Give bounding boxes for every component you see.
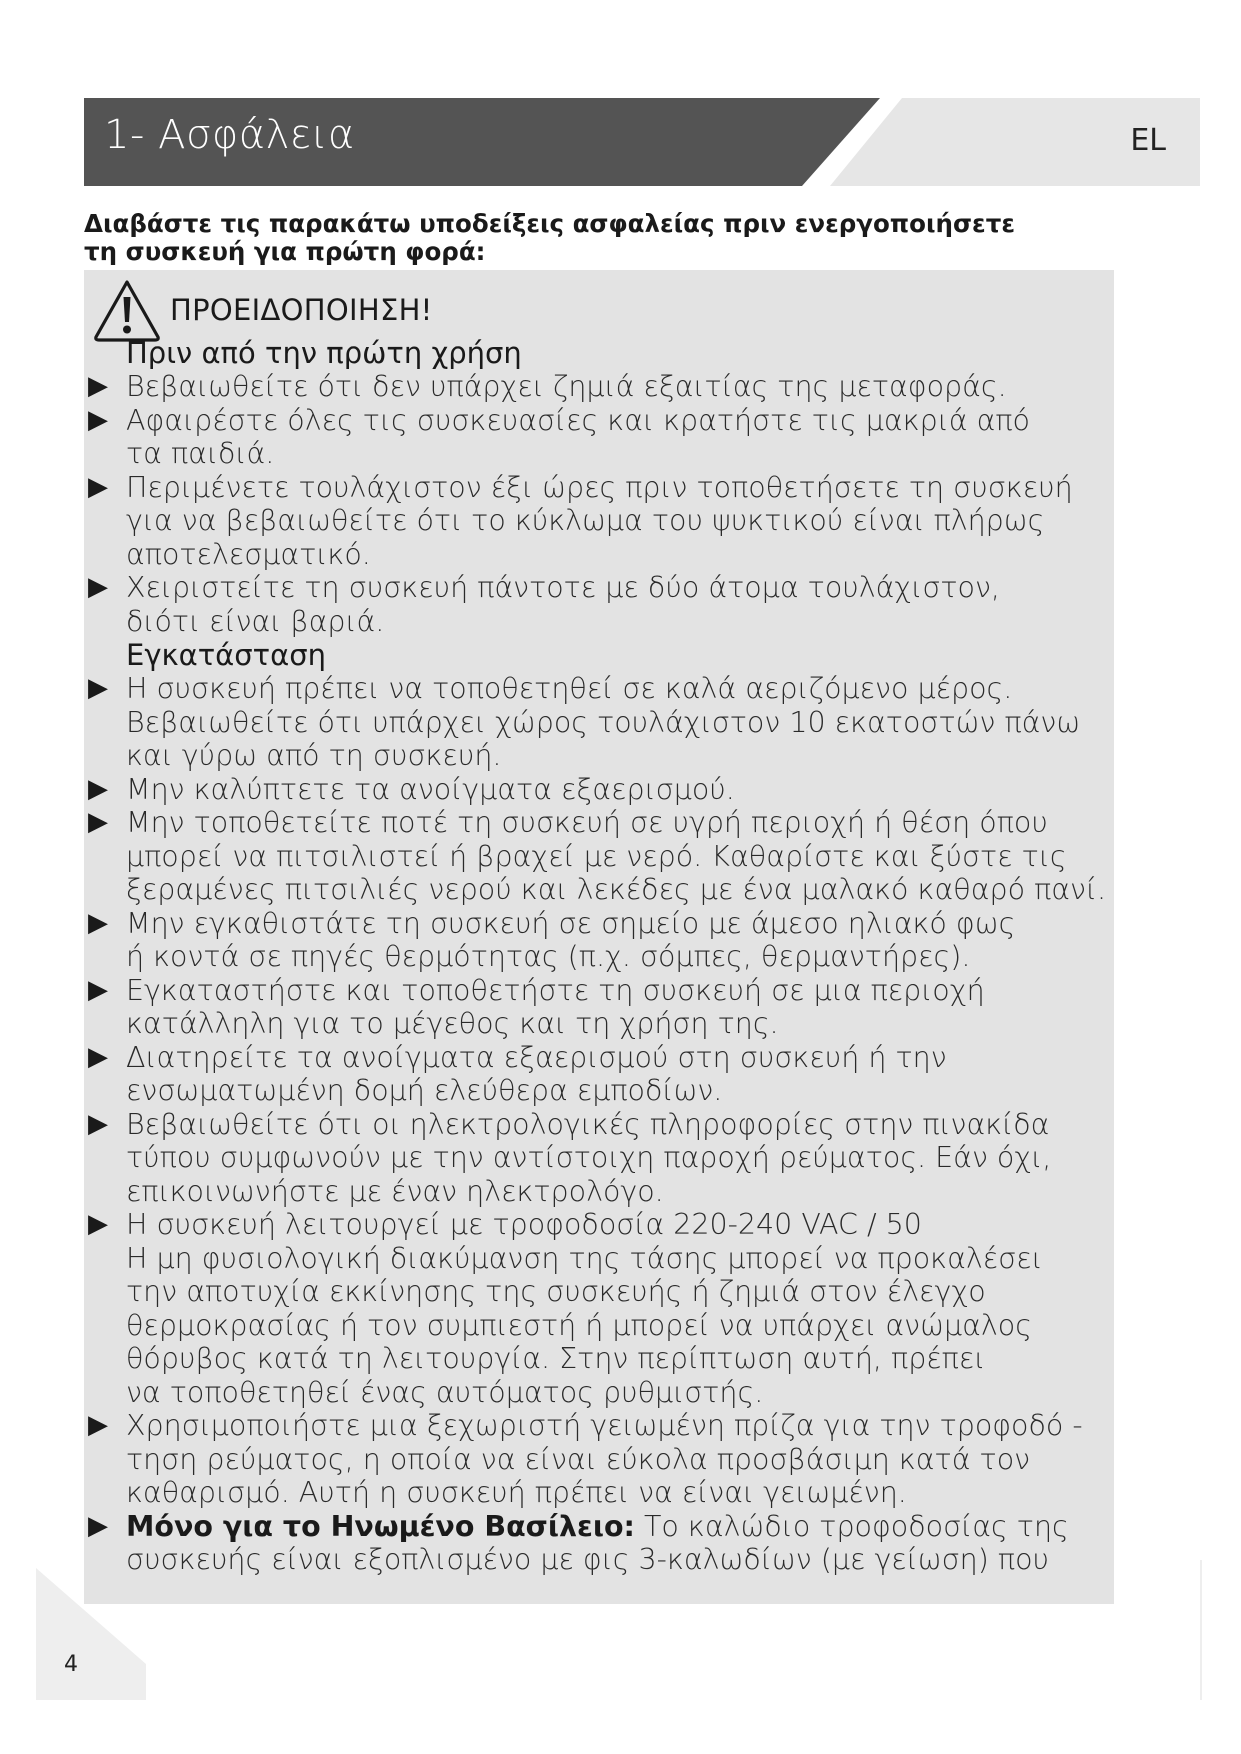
item-text — [126, 370, 1108, 404]
intro-line: Διαβάστε τις παρακάτω υποδείξεις ασφαλείας πριν ενεργοποιήσετε — [84, 209, 1015, 238]
item-text — [126, 471, 1108, 572]
list-item — [88, 571, 1108, 638]
item-text — [126, 773, 1108, 807]
item-line: ξεραμένες πιτσιλιές νερού και λεκέδες με ένα μαλακό καθαρό πανί. — [126, 873, 1107, 906]
item-line: Χρησιμοποιήστε μια ξεχωριστή γειωμένη πρίζα για την τροφοδό - — [126, 1409, 1083, 1442]
list-item — [88, 1409, 1108, 1510]
list-item — [88, 672, 1108, 773]
item-line-rest: Το καλώδιο τροφοδοσίας της — [634, 1509, 1069, 1543]
warning-title: ΠΡΟΕΙΔΟΠΟΙΗΣΗ! — [170, 293, 433, 327]
item-line: Βεβαιωθείτε ότι υπάρχει χώρος τουλάχιστον 10 εκατοστών πάνω — [126, 705, 1081, 739]
item-text — [126, 1108, 1108, 1209]
item-line — [126, 1510, 1108, 1544]
item-line: Περιμένετε τουλάχιστον έξι ώρες πριν τοποθετήσετε τη συσκευή — [126, 470, 1073, 504]
bullet-arrow-icon: ▶ — [88, 974, 108, 1005]
item-line: τύπου συμφωνούν με την αντίστοιχη παροχή ρεύματος. Εάν όχι, — [126, 1141, 1052, 1174]
item-line: να τοποθετηθεί ένας αυτόματος ρυθμιστής. — [126, 1375, 764, 1409]
list-item — [88, 1108, 1108, 1209]
list-item — [88, 974, 1108, 1041]
item-line: θόρυβος κατά τη λειτουργία. Στην περίπτωση αυτή, πρέπει — [126, 1342, 986, 1375]
bullet-arrow-icon: ▶ — [88, 371, 108, 401]
item-line: για να βεβαιωθείτε ότι το κύκλωμα του ψυκτικού είναι πλήρως — [126, 504, 1045, 537]
item-text — [126, 1409, 1108, 1510]
bullet-arrow-icon: ▶ — [88, 471, 108, 502]
language-code: EL — [1130, 123, 1166, 158]
item-line: Αφαιρέστε όλες τις συσκευασίες και κρατήστε τις μακριά από — [126, 403, 1030, 437]
section-title: 1- Ασφάλεια — [104, 112, 355, 158]
item-line: μπορεί να πιτσιλιστεί ή βραχεί με νερό. Καθαρίστε και ξύστε τις — [126, 839, 1067, 873]
item-line: Διατηρείτε τα ανοίγματα εξαερισμού στη συσκευή ή την — [126, 1040, 947, 1074]
bold-lead: Μόνο για το Ηνωμένο Βασίλειο: — [126, 1509, 635, 1543]
warning-content — [88, 336, 1108, 1577]
item-text — [126, 1041, 1108, 1108]
item-text — [126, 974, 1108, 1041]
list-item — [88, 370, 1108, 404]
item-line: αποτελεσματικό. — [126, 537, 371, 571]
bullet-arrow-icon: ▶ — [88, 1410, 108, 1440]
item-line: κατάλληλη για το μέγεθος και τη χρήση της. — [126, 1007, 779, 1040]
warning-header — [92, 276, 433, 344]
item-line: ή κοντά σε πηγές θερμότητας (π.χ. σόμπες, θερμαντήρες). — [126, 940, 971, 973]
item-text — [126, 806, 1108, 907]
item-line: Χειριστείτε τη συσκευή πάντοτε με δύο άτομα τουλάχιστον, — [126, 571, 1000, 604]
item-text — [126, 907, 1108, 974]
item-line: συσκευής είναι εξοπλισμένο με φις 3-καλωδίων (με γείωση) που — [126, 1543, 1050, 1576]
intro-text — [84, 210, 1084, 266]
item-line: Βεβαιωθείτε ότι δεν υπάρχει ζημιά εξαιτίας της μεταφοράς. — [126, 370, 1007, 403]
item-text — [126, 571, 1108, 638]
item-line: Η μη φυσιολογική διακύμανση της τάσης μπορεί να προκαλέσει — [126, 1241, 1043, 1275]
intro-line: τη συσκευή για πρώτη φορά: — [84, 237, 486, 266]
item-text — [126, 1510, 1108, 1577]
warning-triangle-icon — [92, 277, 162, 343]
item-line: τα παιδιά. — [126, 437, 275, 470]
page-edge-line — [1200, 1560, 1202, 1700]
bullet-arrow-icon: ▶ — [88, 1041, 108, 1072]
bullet-arrow-icon: ▶ — [88, 1209, 108, 1239]
header-band — [84, 98, 1200, 186]
item-text — [126, 1208, 1108, 1409]
warning-box — [84, 270, 1114, 1604]
item-line: Βεβαιωθείτε ότι οι ηλεκτρολογικές πληροφορίες στην πινακίδα — [126, 1107, 1050, 1141]
bullet-arrow-icon: ▶ — [88, 673, 108, 703]
bullet-arrow-icon: ▶ — [88, 907, 108, 938]
list-item — [88, 1041, 1108, 1108]
list-item — [88, 1510, 1108, 1577]
item-line: Μην τοποθετείτε ποτέ τη συσκευή σε υγρή περιοχή ή θέση όπου — [126, 806, 1048, 839]
item-line: Εγκαταστήστε και τοποθετήστε τη συσκευή σε μια περιοχή — [126, 973, 985, 1007]
list-item — [88, 471, 1108, 572]
page-number: 4 — [64, 1652, 78, 1677]
item-line: τηση ρεύματος, η οποία να είναι εύκολα προσβάσιμη κατά τον — [126, 1442, 1031, 1476]
item-text — [126, 672, 1108, 773]
list-item — [88, 1208, 1108, 1409]
bullet-arrow-icon: ▶ — [88, 572, 108, 602]
item-line: διότι είναι βαριά. — [126, 604, 385, 638]
bullet-arrow-icon: ▶ — [88, 1108, 108, 1139]
item-line: Η συσκευή πρέπει να τοποθετηθεί σε καλά αεριζόμενο μέρος. — [126, 672, 1013, 705]
item-text — [126, 404, 1108, 471]
bullet-arrow-icon: ▶ — [88, 1510, 108, 1541]
bullet-arrow-icon: ▶ — [88, 773, 108, 804]
list-item — [88, 773, 1108, 807]
item-line: καθαρισμό. Αυτή η συσκευή πρέπει να είναι γειωμένη. — [126, 1476, 907, 1509]
item-line: και γύρω από τη συσκευή. — [126, 739, 502, 772]
item-line: Μην εγκαθιστάτε τη συσκευή σε σημείο με άμεσο ηλιακό φως — [126, 906, 1016, 940]
bullet-arrow-icon: ▶ — [88, 807, 108, 837]
item-line: Η συσκευή λειτουργεί με τροφοδοσία 220-240 VAC / 50 — [126, 1208, 922, 1241]
item-line: την αποτυχία εκκίνησης της συσκευής ή ζημιά στον έλεγχο — [126, 1275, 986, 1308]
item-line: θερμοκρασίας ή τον συμπιεστή ή μπορεί να υπάρχει ανώμαλος — [126, 1308, 1032, 1342]
item-line: επικοινωνήστε με έναν ηλεκτρολόγο. — [126, 1174, 664, 1208]
section-heading: Εγκατάσταση — [126, 638, 326, 672]
item-line: ενσωματωμένη δομή ελεύθερα εμποδίων. — [126, 1074, 723, 1107]
list-item — [88, 806, 1108, 907]
list-item — [88, 404, 1108, 471]
list-item — [88, 907, 1108, 974]
page-corner-shape — [36, 1568, 146, 1700]
bullet-arrow-icon: ▶ — [88, 404, 108, 435]
item-line: Μην καλύπτετε τα ανοίγματα εξαερισμού. — [126, 772, 735, 806]
section-heading: Πριν από την πρώτη χρήση — [126, 336, 522, 370]
